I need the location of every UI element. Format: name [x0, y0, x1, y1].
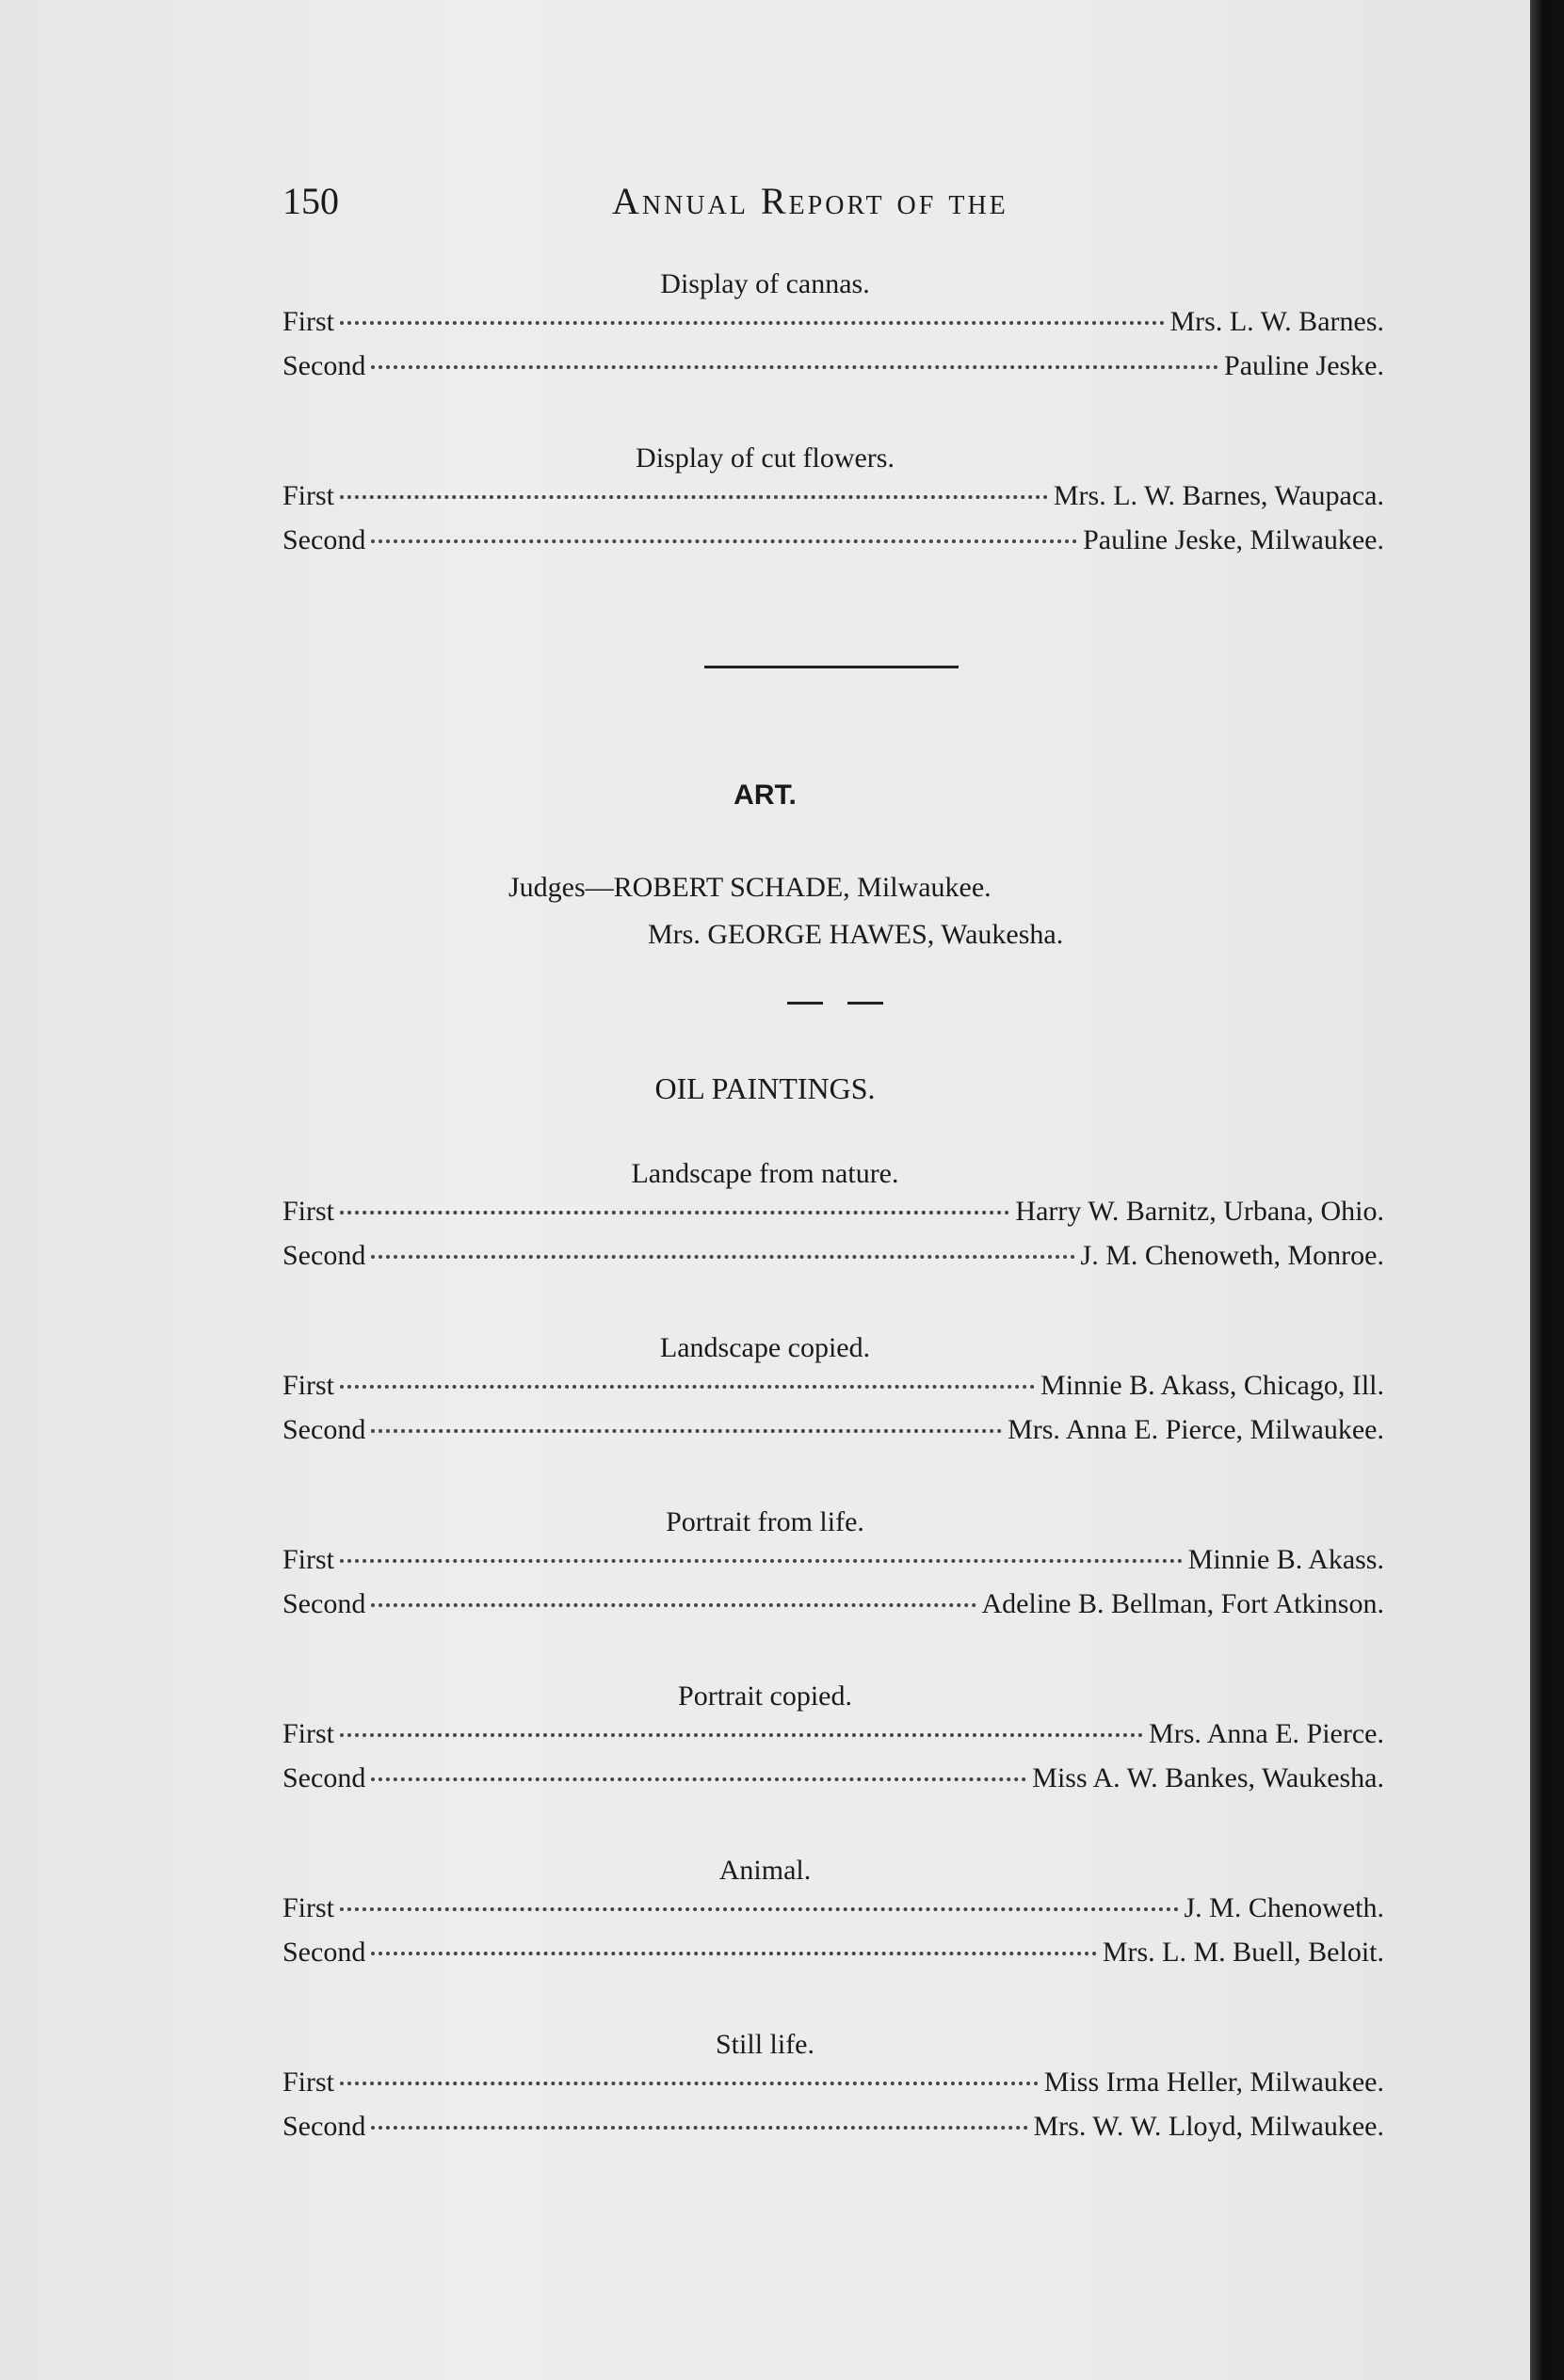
leader-dots [340, 1385, 1035, 1389]
award-place: First [282, 306, 335, 337]
leader-dots [340, 1733, 1143, 1737]
judges-block [508, 864, 1063, 958]
category-title: Portrait from life. [666, 1506, 864, 1537]
award-place: First [282, 1370, 335, 1401]
award-winner: Pauline Jeske. [1224, 350, 1384, 381]
award-place: Second [282, 1414, 366, 1445]
category-title: Portrait copied. [678, 1680, 852, 1712]
category-title: Landscape copied. [659, 1332, 871, 1363]
award-entry [282, 2111, 1384, 2152]
award-place: First [282, 1892, 335, 1923]
award-winner: Adeline B. Bellman, Fort Atkinson. [981, 1588, 1384, 1619]
leader-dots [371, 1429, 1002, 1433]
judges-line: Mrs. GEORGE HAWES, Waukesha. [648, 919, 1064, 950]
award-winner: Minnie B. Akass. [1187, 1544, 1384, 1575]
award-entry [282, 1937, 1384, 1978]
award-entry [282, 524, 1384, 566]
award-winner: Mrs. Anna E. Pierce, Milwaukee. [1008, 1414, 1384, 1445]
award-entry [282, 1414, 1384, 1455]
leader-dots [371, 1603, 975, 1607]
leader-dots [340, 495, 1048, 499]
category-title: Still life. [716, 2029, 814, 2060]
judges-line: Judges—ROBERT SCHADE, Milwaukee. [508, 872, 992, 903]
award-winner: Mrs. Anna E. Pierce. [1149, 1718, 1384, 1749]
award-winner: Mrs. L. W. Barnes. [1169, 306, 1384, 337]
leader-dots [340, 2082, 1039, 2085]
category-title: Display of cut flowers. [636, 442, 895, 474]
award-place: Second [282, 1240, 366, 1271]
award-entry [282, 1370, 1384, 1411]
award-winner: Pauline Jeske, Milwaukee. [1083, 524, 1384, 555]
award-entry [282, 2066, 1384, 2108]
award-winner: Harry W. Barnitz, Urbana, Ohio. [1015, 1196, 1384, 1227]
award-place: First [282, 1196, 335, 1227]
section-divider [704, 666, 959, 668]
award-winner: Miss A. W. Bankes, Waukesha. [1032, 1762, 1384, 1793]
leader-dots [371, 539, 1077, 543]
award-entry [282, 350, 1384, 392]
page-edge-shadow [1530, 0, 1564, 2380]
dash-divider [787, 1002, 823, 1005]
award-winner: J. M. Chenoweth, Monroe. [1080, 1240, 1384, 1271]
award-entry [282, 1196, 1384, 1237]
award-winner: Mrs. W. W. Lloyd, Milwaukee. [1033, 2111, 1384, 2142]
award-place: Second [282, 1937, 366, 1968]
award-place: Second [282, 2111, 366, 2142]
section-heading-art: ART. [734, 780, 797, 811]
award-winner: Mrs. L. M. Buell, Beloit. [1102, 1937, 1384, 1968]
leader-dots [371, 1952, 1097, 1955]
leader-dots [340, 1559, 1183, 1563]
award-entry [282, 1544, 1384, 1585]
award-winner: Mrs. L. W. Barnes, Waupaca. [1053, 480, 1384, 511]
page-number: 150 [282, 180, 339, 222]
category-title: Display of cannas. [660, 268, 870, 299]
award-entry [282, 480, 1384, 522]
award-entry [282, 1762, 1384, 1804]
leader-dots [340, 1211, 1009, 1214]
category-title: Landscape from nature. [631, 1158, 899, 1189]
award-winner: Miss Irma Heller, Milwaukee. [1043, 2066, 1384, 2098]
dash-divider [847, 1002, 883, 1005]
award-winner: J. M. Chenoweth. [1184, 1892, 1384, 1923]
award-place: First [282, 2066, 335, 2098]
category-title: Animal. [718, 1855, 812, 1886]
award-entry [282, 1240, 1384, 1281]
award-place: Second [282, 524, 366, 555]
award-winner: Minnie B. Akass, Chicago, Ill. [1040, 1370, 1384, 1401]
award-place: First [282, 480, 335, 511]
award-entry [282, 1718, 1384, 1760]
leader-dots [371, 365, 1218, 369]
section-heading-oil-paintings: OIL PAINTINGS. [654, 1071, 876, 1105]
award-place: First [282, 1718, 335, 1749]
leader-dots [371, 1255, 1074, 1259]
leader-dots [371, 2126, 1027, 2130]
award-place: Second [282, 1762, 366, 1793]
leader-dots [371, 1777, 1026, 1781]
leader-dots [340, 1907, 1178, 1911]
running-head [282, 179, 1384, 235]
award-entry [282, 1892, 1384, 1934]
leader-dots [340, 321, 1164, 325]
award-entry [282, 306, 1384, 347]
award-place: First [282, 1544, 335, 1575]
award-entry [282, 1588, 1384, 1630]
running-title: Annual Report of the [612, 180, 1008, 222]
award-place: Second [282, 1588, 366, 1619]
award-place: Second [282, 350, 366, 381]
